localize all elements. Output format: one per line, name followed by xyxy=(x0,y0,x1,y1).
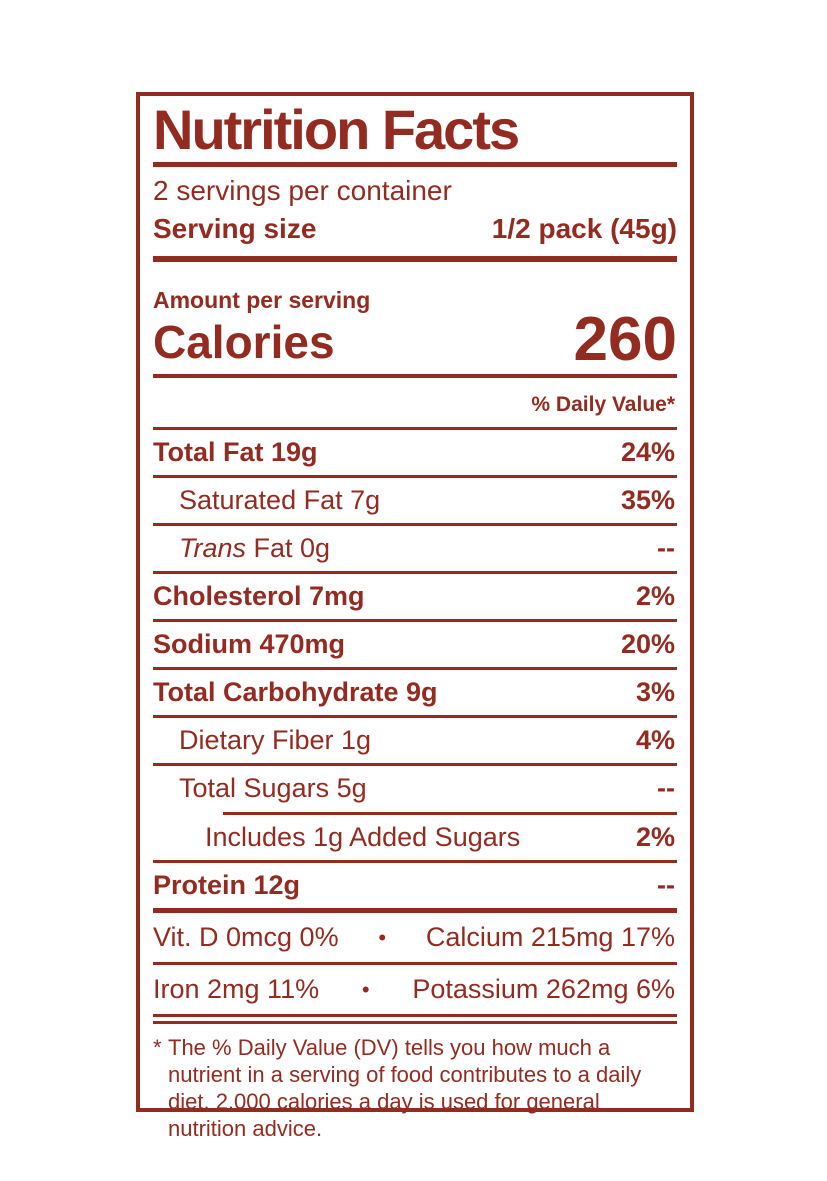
nutrient-row-total-carbohydrate xyxy=(153,670,677,718)
serving-size-value: 1/2 pack (45g) xyxy=(491,213,677,245)
nutrient-rows xyxy=(153,430,677,913)
nutrient-name: Dietary Fiber 1g xyxy=(179,725,372,756)
nutrient-row-saturated-fat xyxy=(153,478,677,526)
bullet-separator-icon: • xyxy=(378,924,387,950)
nutrient-dv: 24% xyxy=(620,437,675,468)
micro-left: Iron 2mg 11% xyxy=(153,974,320,1005)
serving-size-row xyxy=(153,209,677,256)
micro-row-vitd-calcium xyxy=(153,913,677,965)
nutrient-dv: 3% xyxy=(635,677,675,708)
nutrient-name: Total Sugars 5g xyxy=(179,773,367,804)
nutrient-dv: 20% xyxy=(620,629,675,660)
calories-row xyxy=(153,304,677,375)
footnote-asterisk: * xyxy=(153,1035,162,1061)
nutrient-name: Saturated Fat 7g xyxy=(179,485,381,516)
nutrient-dv: -- xyxy=(657,533,675,564)
nutrient-name xyxy=(153,533,330,564)
nutrient-name: Cholesterol 7mg xyxy=(153,581,365,612)
nutrient-row-sodium xyxy=(153,622,677,670)
nutrient-row-total-fat xyxy=(153,430,677,478)
calories-section xyxy=(153,262,677,374)
footnote-text: The % Daily Value (DV) tells you how much a nutrient in a serving of food contributes to a daily diet. 2,000 calories a day is used for general nutrition advice. xyxy=(168,1035,642,1142)
micro-right: Calcium 215mg 17% xyxy=(425,922,675,953)
trans-rest: Fat 0g xyxy=(246,533,331,564)
serving-size-label: Serving size xyxy=(153,213,317,245)
nutrient-dv: 4% xyxy=(635,725,675,756)
bullet-separator-icon: • xyxy=(361,976,370,1002)
nutrient-name: Protein 12g xyxy=(153,870,301,901)
nutrient-name: Total Fat 19g xyxy=(153,437,318,468)
nutrient-name: Total Carbohydrate 9g xyxy=(153,677,438,708)
nutrient-dv: -- xyxy=(657,773,675,804)
nutrient-dv: 2% xyxy=(635,581,675,612)
amount-per-serving-label: Amount per serving xyxy=(153,287,371,314)
calories-label: Calories xyxy=(153,315,335,368)
nutrient-row-protein xyxy=(153,863,677,913)
label-title: Nutrition Facts xyxy=(153,98,519,161)
nutrition-facts-label xyxy=(136,92,694,1142)
nutrient-row-added-sugars xyxy=(153,815,677,863)
micro-row-iron-potassium xyxy=(153,965,677,1014)
nutrient-name: Sodium 470mg xyxy=(153,629,346,660)
calories-value: 260 xyxy=(573,304,677,374)
nutrient-dv: -- xyxy=(657,870,675,901)
nutrient-dv: 35% xyxy=(620,485,675,516)
servings-per-container: 2 servings per container xyxy=(153,175,452,207)
nutrient-name: Includes 1g Added Sugars xyxy=(205,822,521,853)
micro-left: Vit. D 0mcg 0% xyxy=(153,922,339,953)
nutrient-dv: 2% xyxy=(635,822,675,853)
nutrient-row-cholesterol xyxy=(153,574,677,622)
micro-right: Potassium 262mg 6% xyxy=(412,974,675,1005)
micronutrient-rows xyxy=(153,913,677,1024)
daily-value-header: % Daily Value* xyxy=(153,378,677,430)
footnote-divider xyxy=(153,1014,677,1024)
nutrient-row-trans-fat xyxy=(153,526,677,574)
nutrient-row-dietary-fiber xyxy=(153,718,677,766)
footnote xyxy=(153,1024,677,1142)
nutrient-row-total-sugars xyxy=(153,766,677,812)
trans-italic-prefix: Trans xyxy=(179,533,247,564)
